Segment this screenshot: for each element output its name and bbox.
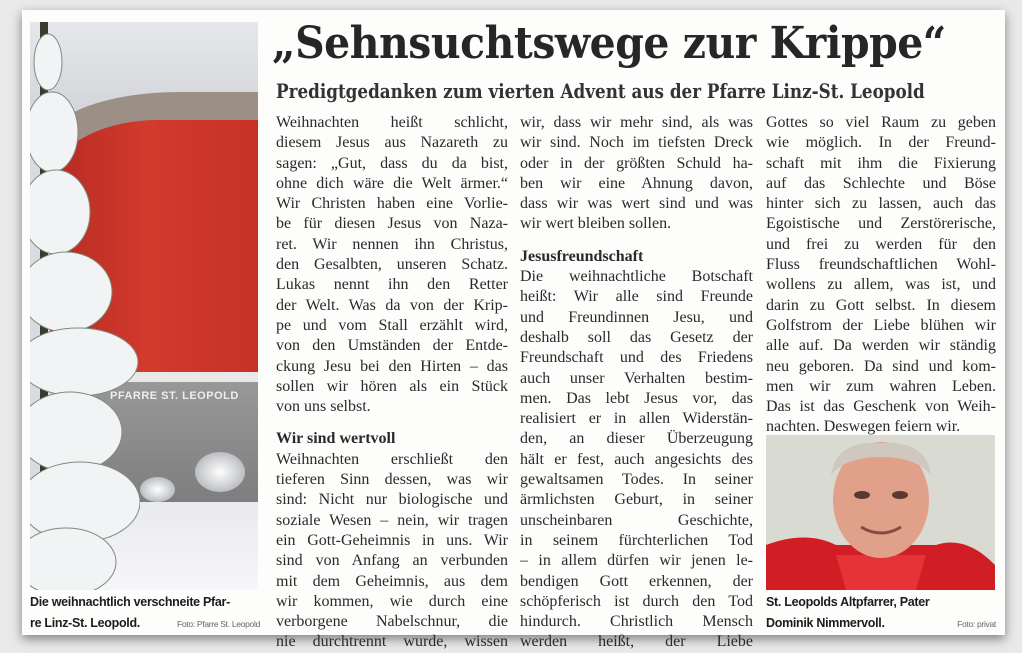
text-line: realisiert er in allen Widerstän- [520,410,753,428]
portrait-photo [766,435,995,590]
church-photo-caption [30,592,260,634]
section-heading: Jesusfreundschaft [520,247,644,265]
text-line: sagen: „Gut, dass du da bist, [276,154,508,172]
text-line: wir sind. Noch im tiefsten Dreck [520,134,753,152]
text-line: mit dem Geheimnis, aus dem [276,572,508,590]
text-line: verborgene Nabelschnur, die [276,613,508,631]
text-line: sollen wir hören als ein Stück [276,377,508,395]
portrait-caption [766,592,996,634]
text-line: men wir zum wahren Leben. [766,377,996,395]
text-line: in seinem fürchterlichen Tod [520,531,753,549]
text-line: tieferen Sinn dessen, was wir [276,471,508,489]
text-line: auf das Schlechte und Böse [766,174,996,192]
text-line: Wir Christen haben eine Vorlie- [276,195,508,213]
snowy-bush [195,452,245,492]
text-line: oder in der größten Schuld ha- [520,154,753,172]
text-line: bendigen Gott erkennen, der [520,572,753,590]
text-line: wir, dass wir mehr sind, als was [520,114,753,131]
text-line: Fluss freundschaftlichen Wohl- [766,256,996,274]
text-line: den Gesalbten, unseren Schatz. [276,256,508,274]
text-line: Weihnachten erschließt den [276,450,508,468]
text-line: dass wir was wert sind und was [520,195,753,213]
text-line: ben wir eine Ahnung davon, [520,174,753,192]
text-line: neu geboren. Da sind und kom- [766,357,996,375]
text-line: und Freundinnen Jesu, und [520,308,753,326]
caption-line: re Linz-St. Leopold. [30,616,140,630]
caption-line: Dominik Nimmervoll. [766,616,885,630]
text-line: werden heißt, der Liebe [520,633,753,651]
text-line: unscheinbaren Geschichte, [520,511,753,529]
text-line: schöpferisch ist durch den Tod [520,592,753,610]
text-line: wie möglich. In der Freund- [766,134,996,152]
text-line: ret. Wir nennen ihn Christus, [276,235,508,253]
text-line: Egoistische und Zerstörerische, [766,215,996,233]
text-line: Weihnachten heißt schlicht, [276,114,508,131]
text-line: – in allem dürfen wir jenen le- [520,552,753,570]
text-line: ohne dich wäre die Welt ärmer.“ [276,174,508,192]
text-line: darin zu Gott selbst. In diesem [766,296,996,314]
text-line: Golfstrom der Liebe blühen wir [766,316,996,334]
text-line: ein Gott-Geheimnis in uns. Wir [276,531,508,549]
text-line: hinter sich zu lassen, auch das [766,195,996,213]
text-column-3 [766,113,996,438]
headline: „Sehnsuchtswege zur Krippe“ [272,18,946,69]
text-line: Die weihnachtliche Botschaft [520,268,753,286]
text-line: wir wert bleiben sollen. [520,215,672,233]
text-line: wollens zu allem, was ist, und [766,276,996,294]
text-line: gewaltsamen Todes. In seiner [520,471,753,489]
text-line: soziale Wesen – nein, wir tragen [276,511,508,529]
paragraph-gap [520,235,753,247]
text-line: schaft mit ihm die Fixierung [766,154,996,172]
text-column-2 [520,113,753,653]
text-line: von uns selbst. [276,398,371,416]
text-line: diesem Jesus aus Nazareth zu [276,134,508,152]
text-line: ckung Jesu bei den Hirten – das [276,357,508,375]
caption-line: St. Leopolds Altpfarrer, Pater [766,595,930,609]
text-line: von den Umständen der Entde- [276,337,508,355]
paragraph-gap [276,417,508,429]
text-line: men. Das lebt Jesus vor, das [520,389,753,407]
text-line: Das ist das Geschenk von Weih- [766,398,996,416]
text-line: be für diesen Jesus von Naza- [276,215,508,233]
text-line: und frei zu werden für den [766,235,996,253]
text-line: nie durchtrennt wurde, wissen [276,633,508,651]
snowy-tree [30,22,140,590]
text-line: hält er fest, auch angesichts des [520,450,753,468]
text-column-1 [276,113,508,653]
section-heading: Wir sind wertvoll [276,430,396,448]
text-line: sind von Anfang an verbunden [276,552,508,570]
text-line: deshalb soll das Gesetz der [520,328,753,346]
text-line: sind: Nicht nur biologische und [276,491,508,509]
photo-credit: Foto: Pfarre St. Leopold [176,619,260,629]
text-line: Lukas nennt ihn den Retter [276,276,508,294]
text-line: Gottes so viel Raum zu geben [766,114,996,131]
text-line: ärmlichsten Geburt, in seiner [520,491,753,509]
text-line: heißt: Wir alle sind Freunde [520,288,753,306]
text-line: alle auf. Da werden wir ständig [766,337,996,355]
text-line: nachten. Deswegen feiern wir. [766,418,961,436]
subheadline: Predigtgedanken zum vierten Advent aus der Pfarre Linz-St. Leopold [276,80,925,103]
church-photo [30,22,258,590]
text-line: Freundschaft und des Friedens [520,349,753,367]
text-line: pe und vom Stall erzählt wird, [276,316,508,334]
church-sign: PFARRE ST. LEOPOLD [110,390,239,402]
text-line: wir kommen, wie durch eine [276,592,508,610]
caption-line: Die weihnachtlich verschneite Pfar- [30,595,230,609]
snowy-bush [140,477,175,502]
text-line: den, an dieser Überzeugung [520,430,753,448]
text-line: auch unser Verhalten bestim- [520,369,753,387]
text-line: der Welt. Was da von der Krip- [276,296,508,314]
photo-credit: Foto: privat [957,619,996,629]
text-line: hindurch. Christlich Mensch [520,613,753,631]
